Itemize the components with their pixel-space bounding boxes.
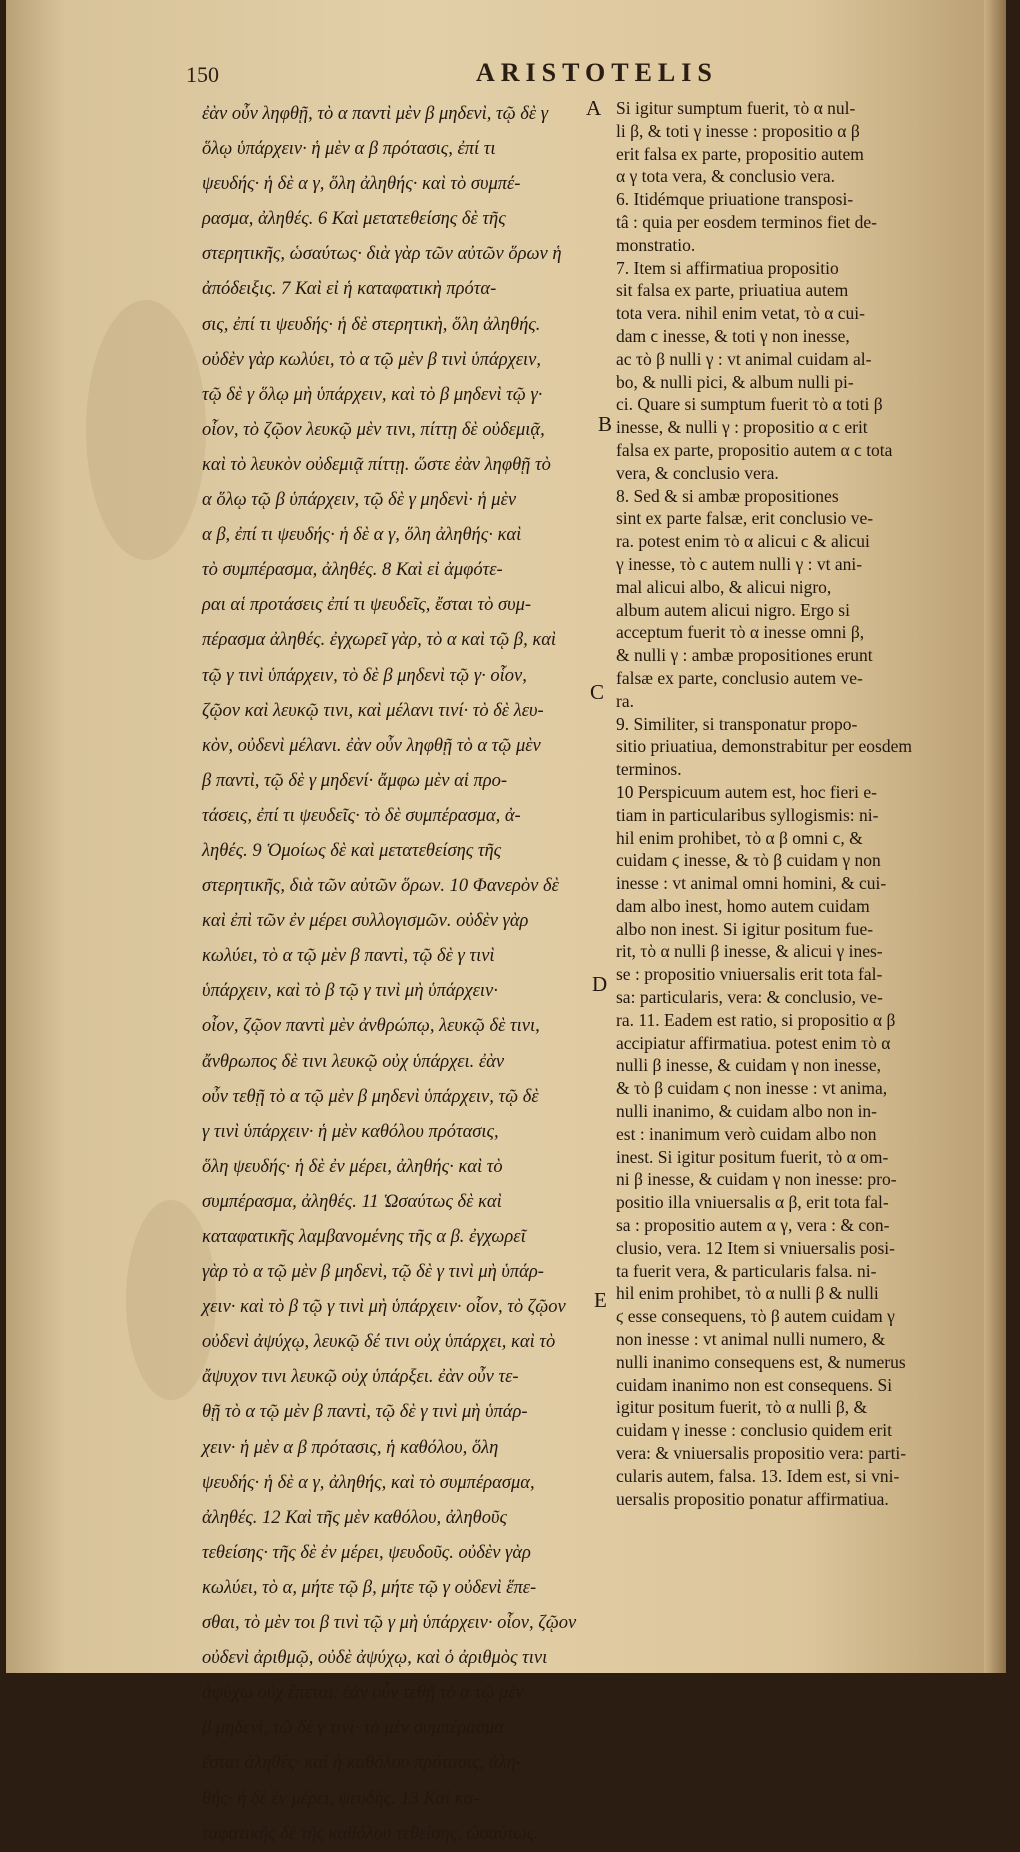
latin-text-line: inest. Si igitur positum fuerit, τὸ α om- xyxy=(616,1146,889,1167)
latin-text-line: monstratio. xyxy=(616,234,696,255)
latin-text-line: nulli inanimo, & cuidam albo non in- xyxy=(616,1101,878,1122)
latin-text-line: hil enim prohibet, τὸ α β omni ϲ, & xyxy=(616,827,863,848)
latin-text-line: albo non inest. Si igitur positum fue- xyxy=(616,918,874,939)
latin-text-line: acceptum fuerit τὸ α inesse omni β, xyxy=(616,622,865,643)
latin-text-line: ra. potest enim τὸ α alicui ϲ & alicui xyxy=(616,531,870,552)
greek-text-line: ὑπάρχειν, καὶ τὸ β τῷ γ τινὶ μὴ ὑπάρχειν· xyxy=(202,981,498,1002)
greek-text-line: ὅλῳ ὑπάρχειν· ἡ μὲν α β πρότασις, ἐπί τι xyxy=(202,139,496,160)
latin-text-line: bo, & nulli pici, & album nulli pi- xyxy=(616,371,854,392)
greek-text-line: γὰρ τὸ α τῷ μὲν β μηδενὶ, τῷ δὲ γ τινὶ μὴ ὑπάρ- xyxy=(202,1262,544,1283)
latin-text-line: accipiatur affirmatiua. potest enim τὸ α xyxy=(616,1032,891,1053)
greek-text-line: καὶ ἐπὶ τῶν ἐν μέρει συλλογισμῶν. οὐδὲν γὰρ xyxy=(202,911,529,932)
latin-text-line: se : propositio vniuersalis erit tota fal- xyxy=(616,964,883,985)
greek-text-line: οὖν τεθῇ τὸ α τῷ μὲν β μηδενὶ ὑπάρχειν, τῷ δὲ xyxy=(202,1086,539,1107)
greek-text-line: θῇ τὸ α τῷ μὲν β παντὶ, τῷ δὲ γ τινὶ μὴ ὑπάρ- xyxy=(202,1402,528,1423)
greek-text-line: ἀψύχῳ οὐχ ἕπεται. ἐὰν οὖν τεθῇ τὸ α τῷ μὲν xyxy=(202,1683,524,1704)
greek-text-line: ἀληθές. 12 Καὶ τῆς μὲν καθόλου, ἀληθοῦς xyxy=(202,1507,507,1528)
margin-letter-b: B xyxy=(598,412,613,436)
greek-text-line: καὶ τὸ λευκὸν οὐδεμιᾷ πίττῃ. ὥστε ἐὰν ληφθῇ τὸ xyxy=(202,454,551,475)
greek-text-line: τὸ συμπέρασμα, ἀληθές. 8 Καὶ εἰ ἀμφότε- xyxy=(202,560,503,581)
greek-text-line: ζῷον καὶ λευκῷ τινι, καὶ μέλανι τινί· τὸ δὲ λευ- xyxy=(202,700,544,721)
latin-text-line: album autem alicui nigro. Ergo si xyxy=(616,599,850,620)
greek-text-line: β μηδενὶ, τῷ δὲ γ τινί· τὸ μὲν συμπέρασμα xyxy=(202,1718,504,1739)
greek-text-line: τῷ δὲ γ ὅλῳ μὴ ὑπάρχειν, καὶ τὸ β μηδενὶ τῷ γ· xyxy=(202,384,543,405)
greek-text-line: ἐὰν οὖν ληφθῇ, τὸ α παντὶ μὲν β μηδενὶ, τῷ δὲ γ xyxy=(202,104,549,124)
latin-text-line: 9. Similiter, si transponatur propo- xyxy=(616,713,858,734)
margin-letter-a: A xyxy=(586,96,602,120)
latin-text-line: & τὸ β cuidam ϛ non inesse : vt anima, xyxy=(616,1078,888,1099)
latin-text-line: mal alicui albo, & alicui nigro, xyxy=(616,576,832,597)
latin-text-line: ra. xyxy=(616,690,634,711)
latin-text-line: vera, & conclusio vera. xyxy=(616,462,779,483)
greek-text-line: οὐδενὶ ἀψύχῳ, λευκῷ δέ τινι οὐχ ὑπάρχει, καὶ τὸ xyxy=(202,1332,556,1353)
latin-text-line: inesse, & nulli γ : propositio α ϲ erit xyxy=(616,417,868,438)
greek-text-line: τεθείσης· τῆς δὲ ἐν μέρει, ψευδοῦς. οὐδὲν γὰρ xyxy=(202,1542,531,1563)
latin-text-column xyxy=(616,97,972,1510)
latin-text-line: uersalis propositio ponatur affirmatiua. xyxy=(616,1488,889,1509)
greek-text-line: ληθές. 9 Ὁμοίως δὲ καὶ μετατεθείσης τῆς xyxy=(202,840,502,861)
latin-text-line: nulli β inesse, & cuidam γ non inesse, xyxy=(616,1055,882,1076)
latin-text-line: 8. Sed & si ambæ propositiones xyxy=(616,485,839,506)
latin-text-line: dam ϲ inesse, & toti γ non inesse, xyxy=(616,325,850,346)
latin-text-line: sint ex parte falsæ, erit conclusio ve- xyxy=(616,508,874,529)
greek-text-line: καταφατικῆς λαμβανομένης τῆς α β. ἐγχωρεῖ xyxy=(202,1227,526,1247)
greek-text-line: ἄψυχον τινι λευκῷ οὐχ ὑπάρξει. ἐὰν οὖν τε- xyxy=(202,1367,519,1388)
latin-text-line: falsæ ex parte, conclusio autem ve- xyxy=(616,667,863,688)
latin-text-line: cuidam ϛ inesse, & τὸ β cuidam γ non xyxy=(616,850,881,871)
greek-text-line: κωλύει, τὸ α τῷ μὲν β παντὶ, τῷ δὲ γ τινὶ xyxy=(202,946,495,967)
greek-text-line: οἷον, τὸ ζῷον λευκῷ μὲν τινι, πίττῃ δὲ οὐδεμιᾷ, xyxy=(202,419,545,440)
greek-text-line: ψευδής· ἡ δὲ α γ, ἀληθής, καὶ τὸ συμπέρασμα, xyxy=(202,1472,535,1493)
margin-letter-e: E xyxy=(594,1288,607,1312)
latin-text-line: non inesse : vt animal nulli numero, & xyxy=(616,1329,886,1350)
latin-text-line: α γ tota vera, & conclusio vera. xyxy=(616,166,836,187)
latin-text-line: dam albo inest, homo autem cuidam xyxy=(616,895,870,916)
latin-text-line: cuidam γ inesse : conclusio quidem erit xyxy=(616,1420,893,1441)
latin-text-line: 10 Perspicuum autem est, hoc fieri e- xyxy=(616,781,877,802)
greek-text-line: στερητικῆς, διὰ τῶν αὐτῶν ὅρων. 10 Φανερὸν δὲ xyxy=(202,876,559,897)
greek-text-line: χειν· καὶ τὸ β τῷ γ τινὶ μὴ ὑπάρχειν· οἷον, τὸ ζῷον xyxy=(202,1297,566,1318)
running-title: ARISTOTELIS xyxy=(476,58,718,87)
latin-text-line: ra. 11. Eadem est ratio, si propositio α β xyxy=(616,1009,896,1030)
latin-text-line: & nulli γ : ambæ propositiones erunt xyxy=(616,645,873,666)
greek-text-line: κὸν, οὐδενὶ μέλανι. ἐὰν οὖν ληφθῇ τὸ α τῷ μὲν xyxy=(202,735,541,756)
latin-text-line: ci. Quare si sumptum fuerit τὸ α toti β xyxy=(616,394,883,415)
latin-text-line: hil enim prohibet, τὸ α nulli β & nulli xyxy=(616,1283,879,1304)
greek-text-line: στερητικῆς, ὡσαύτως· διὰ γὰρ τῶν αὐτῶν ὅρων ἡ xyxy=(202,244,562,265)
greek-text-line: σις, ἐπί τι ψευδής· ἡ δὲ στερητικὴ, ὅλη ἀληθής. xyxy=(202,314,541,335)
latin-text-line: sa : propositio autem α γ, vera : & con- xyxy=(616,1215,890,1236)
latin-text-line: cuidam inanimo non est consequens. Si xyxy=(616,1374,893,1395)
latin-text-line: nulli inanimo consequens est, & numerus xyxy=(616,1351,906,1372)
greek-text-line: ψευδής· ἡ δὲ α γ, ὅλη ἀληθής· καὶ τὸ συμπέ- xyxy=(202,174,521,195)
margin-letter-c: C xyxy=(590,680,605,704)
latin-text-line: γ inesse, τὸ ϲ autem nulli γ : vt ani- xyxy=(616,553,863,574)
page-number: 150 xyxy=(186,62,219,87)
greek-text-line: ἄνθρωπος δὲ τινι λευκῷ οὐχ ὑπάρχει. ἐὰν xyxy=(202,1051,505,1072)
latin-text-line: inesse : vt animal omni homini, & cui- xyxy=(616,873,887,894)
greek-text-line: οὐδενὶ ἀριθμῷ, οὐδὲ ἀψύχῳ, καὶ ὁ ἀριθμὸς τινι xyxy=(202,1648,548,1669)
page-header xyxy=(186,58,746,98)
latin-text-line: falsa ex parte, propositio autem α ϲ tota xyxy=(616,439,893,460)
greek-text-line: ὅλη ψευδής· ἡ δὲ ἐν μέρει, ἀληθής· καὶ τὸ xyxy=(202,1156,503,1177)
margin-letter-d: D xyxy=(592,972,608,996)
latin-text-line: sitio priuatiua, demonstrabitur per eosdem xyxy=(616,736,912,757)
latin-text-line: Si igitur sumptum fuerit, τὸ α nul- xyxy=(616,98,856,118)
greek-text-line: ἔσται ἀληθές· καὶ ἡ καθόλου πρότασις, ἀλη- xyxy=(202,1753,522,1774)
greek-text-line: θής· ἡ δὲ ἐν μέρει, ψευδής. 13 Καὶ κα- xyxy=(202,1788,480,1809)
greek-text-line: ρασμα, ἀληθές. 6 Καὶ μετατεθείσης δὲ τῆς xyxy=(202,209,506,230)
greek-text-line: συμπέρασμα, ἀληθές. 11 Ὡσαύτως δὲ καὶ xyxy=(202,1191,502,1212)
latin-text-line: li β, & toti γ inesse : propositio α β xyxy=(616,120,860,141)
greek-text-line: τάσεις, ἐπί τι ψευδεῖς· τὸ δὲ συμπέρασμα, ἀ- xyxy=(202,805,521,826)
latin-text-line: sa: particularis, vera: & conclusio, ve- xyxy=(616,987,883,1008)
latin-text-line: terminos. xyxy=(616,759,682,780)
greek-text-line: χειν· ἡ μὲν α β πρότασις, ἡ καθόλου, ὅλη xyxy=(202,1437,499,1458)
latin-text-line: ni β inesse, & cuidam γ non inesse: pro- xyxy=(616,1169,897,1190)
latin-text-line: 6. Itidémque priuatione transposi- xyxy=(616,189,854,210)
latin-text-line: tâ : quia per eosdem terminos fiet de- xyxy=(616,211,877,232)
latin-text-line: erit falsa ex parte, propositio autem xyxy=(616,143,864,164)
paper-stain xyxy=(86,300,206,560)
greek-text-line: πέρασμα ἀληθές. ἐγχωρεῖ γὰρ, τὸ α καὶ τῷ β, καὶ xyxy=(202,630,557,651)
greek-text-line: ἀπόδειξις. 7 Καὶ εἰ ἡ καταφατικὴ πρότα- xyxy=(202,279,497,300)
greek-text-line: τῷ γ τινὶ ὑπάρχειν, τὸ δὲ β μηδενὶ τῷ γ· οἷον, xyxy=(202,665,527,686)
book-page xyxy=(6,0,1006,1844)
latin-text-line: est : inanimum verò cuidam albo non xyxy=(616,1123,877,1144)
greek-text-line: ραι αἱ προτάσεις ἐπί τι ψευδεῖς, ἔσται τὸ συμ- xyxy=(202,595,532,616)
latin-text-line: ta fuerit vera, & particularis falsa. ni- xyxy=(616,1260,877,1281)
latin-text-line: vera: & vniuersalis propositio vera: parti- xyxy=(616,1443,907,1464)
greek-text-line: α ὅλῳ τῷ β ὑπάρχειν, τῷ δὲ γ μηδενὶ· ἡ μὲν xyxy=(202,490,517,511)
greek-text-line: κωλύει, τὸ α, μήτε τῷ β, μήτε τῷ γ οὐδενὶ ἕπε- xyxy=(202,1577,537,1598)
latin-text-line: 7. Item si affirmatiua propositio xyxy=(616,257,839,278)
latin-text-line: cularis autem, falsa. 13. Idem est, si vni- xyxy=(616,1465,900,1486)
latin-text-line: igitur positum fuerit, τὸ α nulli β, & xyxy=(616,1397,868,1418)
latin-text-line: ϛ esse consequens, τὸ β autem cuidam γ xyxy=(616,1306,895,1327)
greek-text-line: σθαι, τὸ μὲν τοι β τινὶ τῷ γ μὴ ὑπάρχειν· οἷον, ζῷον xyxy=(202,1613,577,1634)
greek-text-line: οὐδὲν γὰρ κωλύει, τὸ α τῷ μὲν β τινὶ ὑπάρχειν, xyxy=(202,349,541,370)
greek-text-line: γ τινὶ ὑπάρχειν· ἡ μὲν καθόλου πρότασις, xyxy=(202,1121,499,1142)
latin-text-line: tiam in particularibus syllogismis: ni- xyxy=(616,804,879,825)
greek-text-line: οἷον, ζῷον παντὶ μὲν ἀνθρώπῳ, λευκῷ δὲ τινι, xyxy=(202,1016,540,1037)
latin-text-line: ac τὸ β nulli γ : vt animal cuidam al- xyxy=(616,348,872,369)
greek-text-line: α β, ἐπί τι ψευδής· ἡ δὲ α γ, ὅλη ἀληθής· καὶ xyxy=(202,525,522,546)
latin-text-line: tota vera. nihil enim vetat, τὸ α cui- xyxy=(616,303,865,324)
latin-text-line: clusio, vera. 12 Item si vniuersalis posi- xyxy=(616,1237,895,1258)
page-edge xyxy=(984,0,1006,1673)
greek-text-line: β παντὶ, τῷ δὲ γ μηδενί· ἄμφω μὲν αἱ προ- xyxy=(202,770,508,791)
latin-text-line: positio illa vniuersalis α β, erit tota fal- xyxy=(616,1192,889,1213)
greek-text-column xyxy=(202,97,597,1852)
latin-text-line: sit falsa ex parte, priuatiua autem xyxy=(616,280,849,301)
latin-text-line: rit, τὸ α nulli β inesse, & alicui γ ines- xyxy=(616,941,883,962)
greek-text-line: ταφατικῆς δὲ τῆς καθόλου τεθείσης, ὡσαύτως. xyxy=(202,1823,539,1844)
